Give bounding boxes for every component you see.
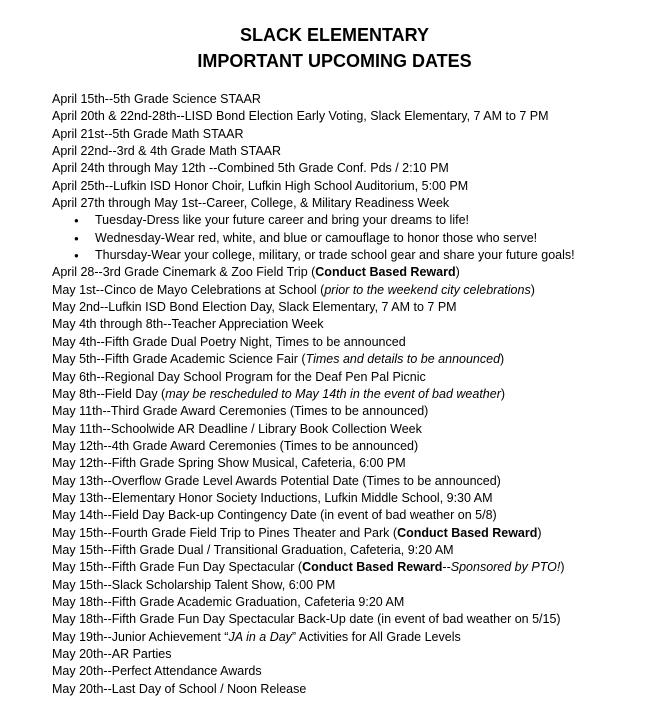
list-item: May 4th through 8th--Teacher Appreciation Week — [52, 317, 324, 332]
bullet-item: ● Wednesday-Wear red, white, and blue or camouflage to honor those who serve! — [52, 230, 664, 247]
list-item: May 12th--4th Grade Award Ceremonies (Times to be announced) — [52, 438, 419, 453]
list-item: April 15th--5th Grade Science STAAR — [52, 92, 261, 106]
list-item: May 13th--Overflow Grade Level Awards Potential Date (Times to be announced) — [52, 473, 501, 488]
document-subtitle: IMPORTANT UPCOMING DATES — [197, 51, 472, 71]
list-item: April 20th & 22nd-28th--LISD Bond Election Early Voting, Slack Elementary, 7 AM to 7 PM — [52, 109, 549, 124]
list-item: May 15th--Fifth Grade Dual / Transitional Graduation, Cafeteria, 9:20 AM — [52, 542, 454, 557]
list-item: May 15th--Slack Scholarship Talent Show, 6:00 PM — [52, 577, 336, 592]
list-item: April 28--3rd Grade Cinemark & Zoo Field Trip (Conduct Based Reward) — [52, 265, 460, 280]
list-item: May 6th--Regional Day School Program for the Deaf Pen Pal Picnic — [52, 369, 426, 384]
list-item: May 11th--Schoolwide AR Deadline / Library Book Collection Week — [52, 421, 422, 436]
list-item: May 18th--Fifth Grade Fun Day Spectacular Back-Up date (in event of bad weather on 5/15) — [52, 612, 561, 627]
list-item: May 20th--AR Parties — [52, 647, 172, 661]
list-item: May 15th--Fourth Grade Field Trip to Pines Theater and Park (Conduct Based Reward) — [52, 525, 542, 540]
list-item: May 20th--Perfect Attendance Awards — [52, 664, 262, 679]
list-item: April 21st--5th Grade Math STAAR — [52, 126, 244, 141]
list-item: May 8th--Field Day (may be rescheduled to May 14th in the event of bad weather) — [52, 386, 506, 401]
list-item: April 25th--Lufkin ISD Honor Choir, Lufkin High School Auditorium, 5:00 PM — [52, 178, 469, 193]
list-item: May 5th--Fifth Grade Academic Science Fair (Times and details to be announced) — [52, 352, 505, 367]
list-item: May 15th--Fifth Grade Fun Day Spectacular (Conduct Based Reward--Sponsored by PTO!) — [52, 560, 565, 575]
list-item: May 14th--Field Day Back-up Contingency Date (in event of bad weather on 5/8) — [52, 508, 497, 523]
list-item: May 11th--Third Grade Award Ceremonies (Times to be announced) — [52, 404, 429, 419]
bullet-item: ● Thursday-Wear your college, military, or trade school gear and share your future goals! — [52, 247, 664, 264]
list-item: April 24th through May 12th --Combined 5th Grade Conf. Pds / 2:10 PM — [52, 161, 449, 176]
list-item: May 18th--Fifth Grade Academic Graduation, Cafeteria 9:20 AM — [52, 594, 405, 609]
list-item: May 1st--Cinco de Mayo Celebrations at School (prior to the weekend city celebrations) — [52, 282, 535, 297]
list-item: May 12th--Fifth Grade Spring Show Musical, Cafeteria, 6:00 PM — [52, 456, 406, 471]
list-item: April 22nd--3rd & 4th Grade Math STAAR — [52, 144, 282, 159]
dates-list — [52, 91, 664, 698]
list-item: May 13th--Elementary Honor Society Inductions, Lufkin Middle School, 9:30 AM — [52, 490, 493, 505]
bullet-item: ● Tuesday-Dress like your future career and bring your dreams to life! — [52, 212, 664, 229]
list-item: May 20th--Last Day of School / Noon Release — [52, 681, 307, 696]
list-item: April 27th through May 1st--Career, College, & Military Readiness Week — [52, 196, 450, 211]
list-item: May 4th--Fifth Grade Dual Poetry Night, Times to be announced — [52, 334, 406, 349]
list-item: May 2nd--Lufkin ISD Bond Election Day, Slack Elementary, 7 AM to 7 PM — [52, 300, 457, 315]
document-title: SLACK ELEMENTARY — [240, 25, 429, 45]
list-item: May 19th--Junior Achievement “JA in a Day” Activities for All Grade Levels — [52, 629, 461, 644]
